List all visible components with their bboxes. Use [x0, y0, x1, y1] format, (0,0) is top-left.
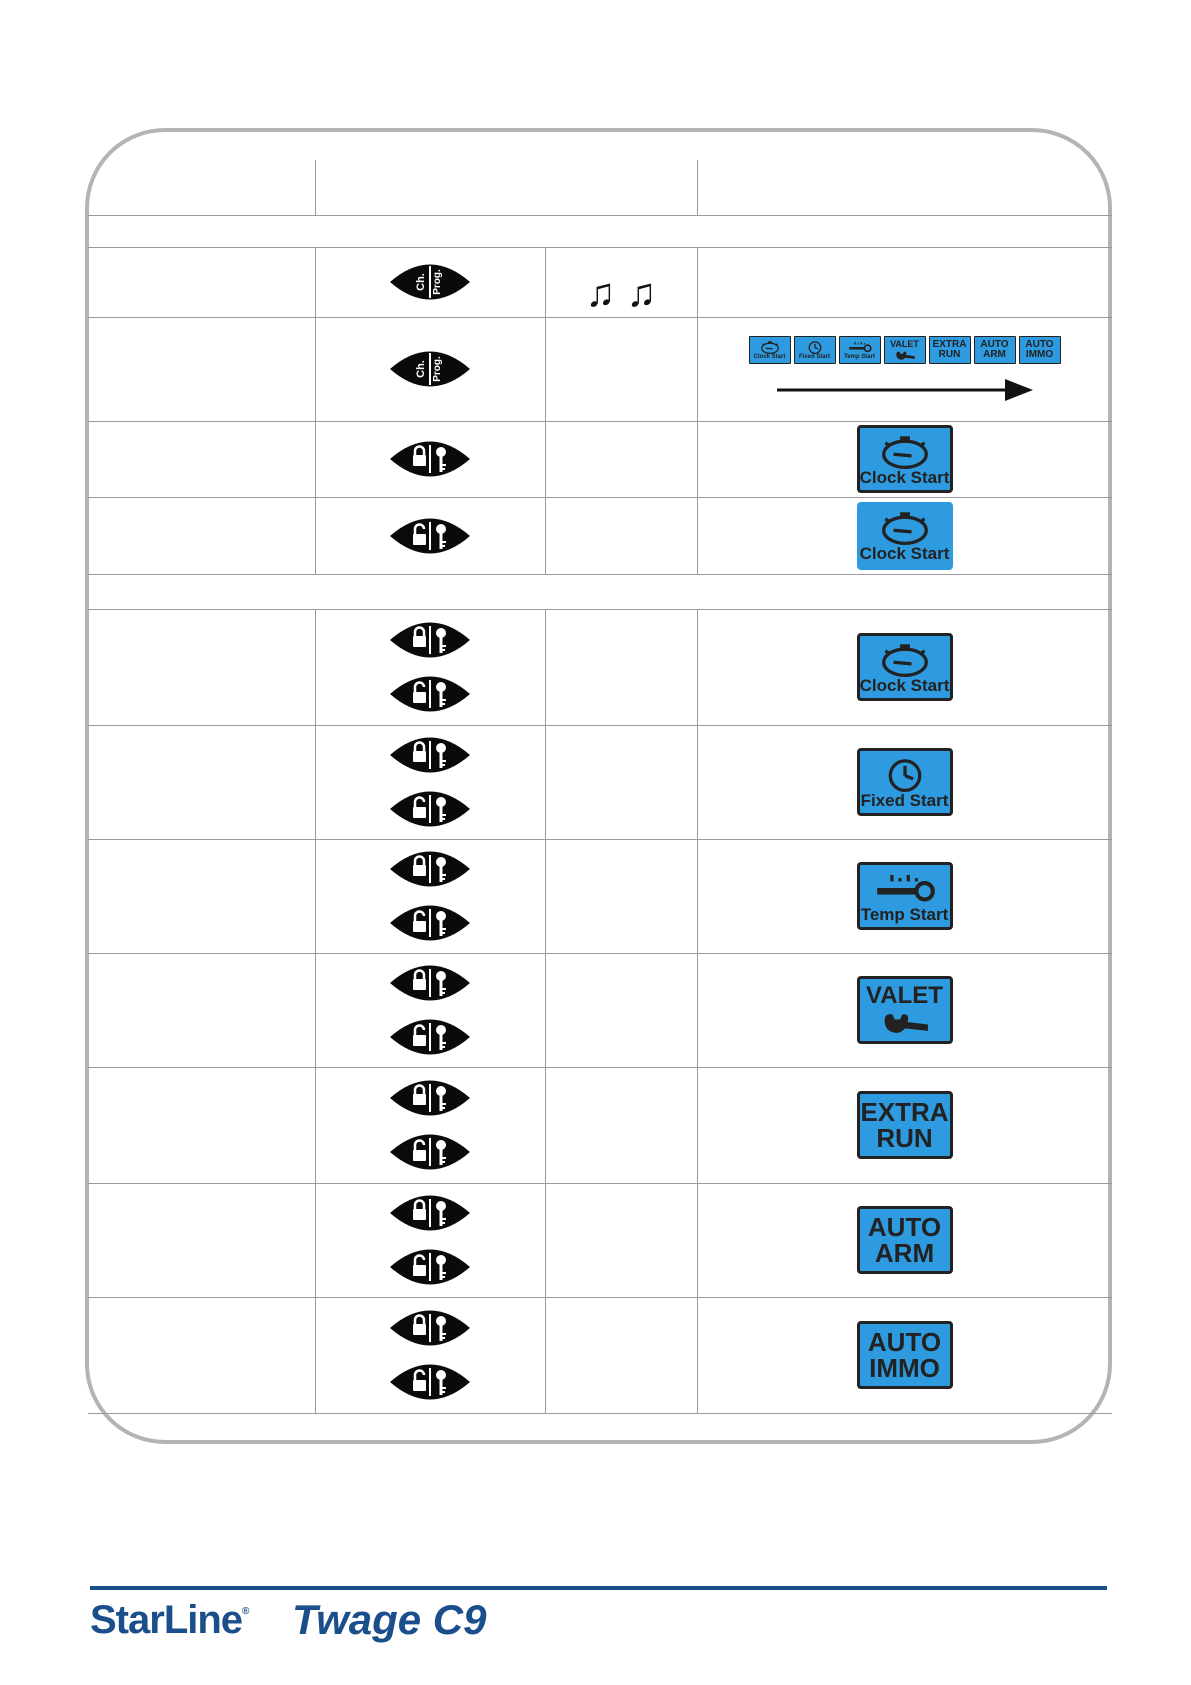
unlock-key-button-icon: [388, 1244, 472, 1290]
display-label: Clock Start: [859, 544, 950, 563]
ch-prog-button-icon: [388, 259, 472, 305]
display-fixed-start: [794, 336, 836, 364]
display-label: Clock Start: [753, 354, 786, 360]
stopwatch-icon: [865, 641, 945, 677]
stopwatch-icon: [865, 509, 945, 545]
display-cell: [697, 609, 1112, 725]
button-cell: [315, 725, 545, 839]
signal-cell: [545, 609, 697, 725]
button-cell: [315, 421, 545, 497]
button-cell: [315, 247, 545, 317]
display-cell: [697, 725, 1112, 839]
svg-text:Ch.: Ch.: [415, 273, 427, 291]
button-cell: [315, 953, 545, 1067]
signal-cell: [545, 247, 697, 317]
display-cell: [697, 1297, 1112, 1413]
display-label: Fixed Start: [798, 354, 830, 360]
button-cell: [315, 1067, 545, 1183]
display-cell: [697, 1183, 1112, 1297]
lock-key-button-icon: [388, 1075, 472, 1121]
display-label: Temp Start: [844, 354, 875, 360]
lock-key-button-icon: [388, 732, 472, 778]
display-temp-start: [857, 862, 953, 930]
display-label-top: EXTRA: [932, 339, 967, 350]
unlock-key-button-icon: [388, 1014, 472, 1060]
clock-icon: [865, 756, 945, 792]
display-auto-immo: [1019, 336, 1061, 364]
display-valet: [884, 336, 926, 364]
stopwatch-icon: [752, 340, 788, 354]
lock-key-button-icon: [388, 1305, 472, 1351]
unlock-key-button-icon: [388, 1129, 472, 1175]
display-label: Clock Start: [859, 675, 950, 695]
display-auto-arm: [857, 1206, 953, 1274]
grid-row-line: [88, 1413, 1112, 1414]
display-label: Fixed Start: [860, 790, 949, 810]
wrench-icon: [865, 1008, 945, 1036]
signal-cell: [545, 421, 697, 497]
signal-cell: [545, 725, 697, 839]
unlock-key-button-icon: [388, 513, 472, 559]
display-label: Temp Start: [860, 904, 949, 924]
unlock-key-button-icon: [388, 1359, 472, 1405]
lock-key-button-icon: [388, 1190, 472, 1236]
unlock-key-button-icon: [388, 786, 472, 832]
stopwatch-icon: [865, 433, 945, 469]
grid-row-line: [88, 215, 1112, 216]
button-cell: [315, 609, 545, 725]
clock-icon: [797, 340, 833, 354]
ch-prog-button-icon: [388, 346, 472, 392]
grid-row-line: [88, 574, 1112, 575]
thermometer-icon: [865, 870, 945, 906]
display-label-top: AUTO: [980, 339, 1009, 350]
right-arrow-icon: [775, 378, 1035, 402]
signal-cell: [545, 497, 697, 574]
display-clock-start: [857, 633, 953, 701]
display-label-top: EXTRA: [860, 1097, 949, 1127]
display-clock-start: [857, 502, 953, 570]
display-label-bottom: IMMO: [1025, 349, 1054, 360]
display-label-bottom: ARM: [874, 1238, 935, 1268]
button-cell: [315, 1183, 545, 1297]
display-cell: [697, 317, 1112, 421]
display-label-bottom: RUN: [938, 349, 961, 360]
signal-cell: [545, 317, 697, 421]
grid-column-line: [315, 160, 316, 215]
display-clock-start: [857, 425, 953, 493]
wrench-icon: [887, 349, 923, 361]
footer-divider: [90, 1586, 1107, 1590]
display-label-top: AUTO: [1025, 339, 1054, 350]
display-cell: [697, 421, 1112, 497]
signal-cell: [545, 1183, 697, 1297]
lock-key-button-icon: [388, 436, 472, 482]
display-cell: [697, 1067, 1112, 1183]
svg-text:Prog.: Prog.: [432, 269, 443, 295]
display-label-bottom: ARM: [983, 349, 1006, 360]
display-clock-start: [749, 336, 791, 364]
unlock-key-button-icon: [388, 900, 472, 946]
display-auto-arm: [974, 336, 1016, 364]
svg-text:Ch.: Ch.: [415, 360, 427, 378]
signal-cell: [545, 1067, 697, 1183]
button-cell: [315, 317, 545, 421]
svg-text:Prog.: Prog.: [432, 356, 443, 382]
lock-key-button-icon: [388, 960, 472, 1006]
thermometer-icon: [842, 340, 878, 354]
display-label: VALET: [890, 338, 919, 349]
button-cell: [315, 1297, 545, 1413]
unlock-key-button-icon: [388, 671, 472, 717]
display-temp-start: [839, 336, 881, 364]
grid-column-line: [697, 160, 698, 215]
model-name: Twage C9: [292, 1596, 487, 1643]
lock-key-button-icon: [388, 617, 472, 663]
display-label-bottom: RUN: [876, 1123, 933, 1153]
display-label-top: AUTO: [867, 1212, 942, 1242]
display-extra-run: [929, 336, 971, 364]
display-fixed-start: [857, 748, 953, 816]
signal-cell: [545, 839, 697, 953]
display-label: VALET: [866, 982, 943, 1009]
display-valet: [857, 976, 953, 1044]
display-cell: [697, 497, 1112, 574]
display-label-top: AUTO: [867, 1327, 942, 1357]
signal-cell: [545, 953, 697, 1067]
lock-key-button-icon: [388, 846, 472, 892]
button-cell: [315, 497, 545, 574]
music-notes-icon: ♫ ♫: [585, 271, 657, 315]
display-label-bottom: IMMO: [869, 1353, 940, 1383]
display-mode-strip: [749, 336, 1061, 364]
display-extra-run: [857, 1091, 953, 1159]
display-cell: [697, 839, 1112, 953]
button-cell: [315, 839, 545, 953]
signal-cell: [545, 1297, 697, 1413]
display-cell: [697, 953, 1112, 1067]
display-auto-immo: [857, 1321, 953, 1389]
display-label: Clock Start: [859, 467, 950, 487]
brand-logo: StarLine®: [90, 1598, 250, 1642]
display-cell: [697, 247, 1112, 317]
